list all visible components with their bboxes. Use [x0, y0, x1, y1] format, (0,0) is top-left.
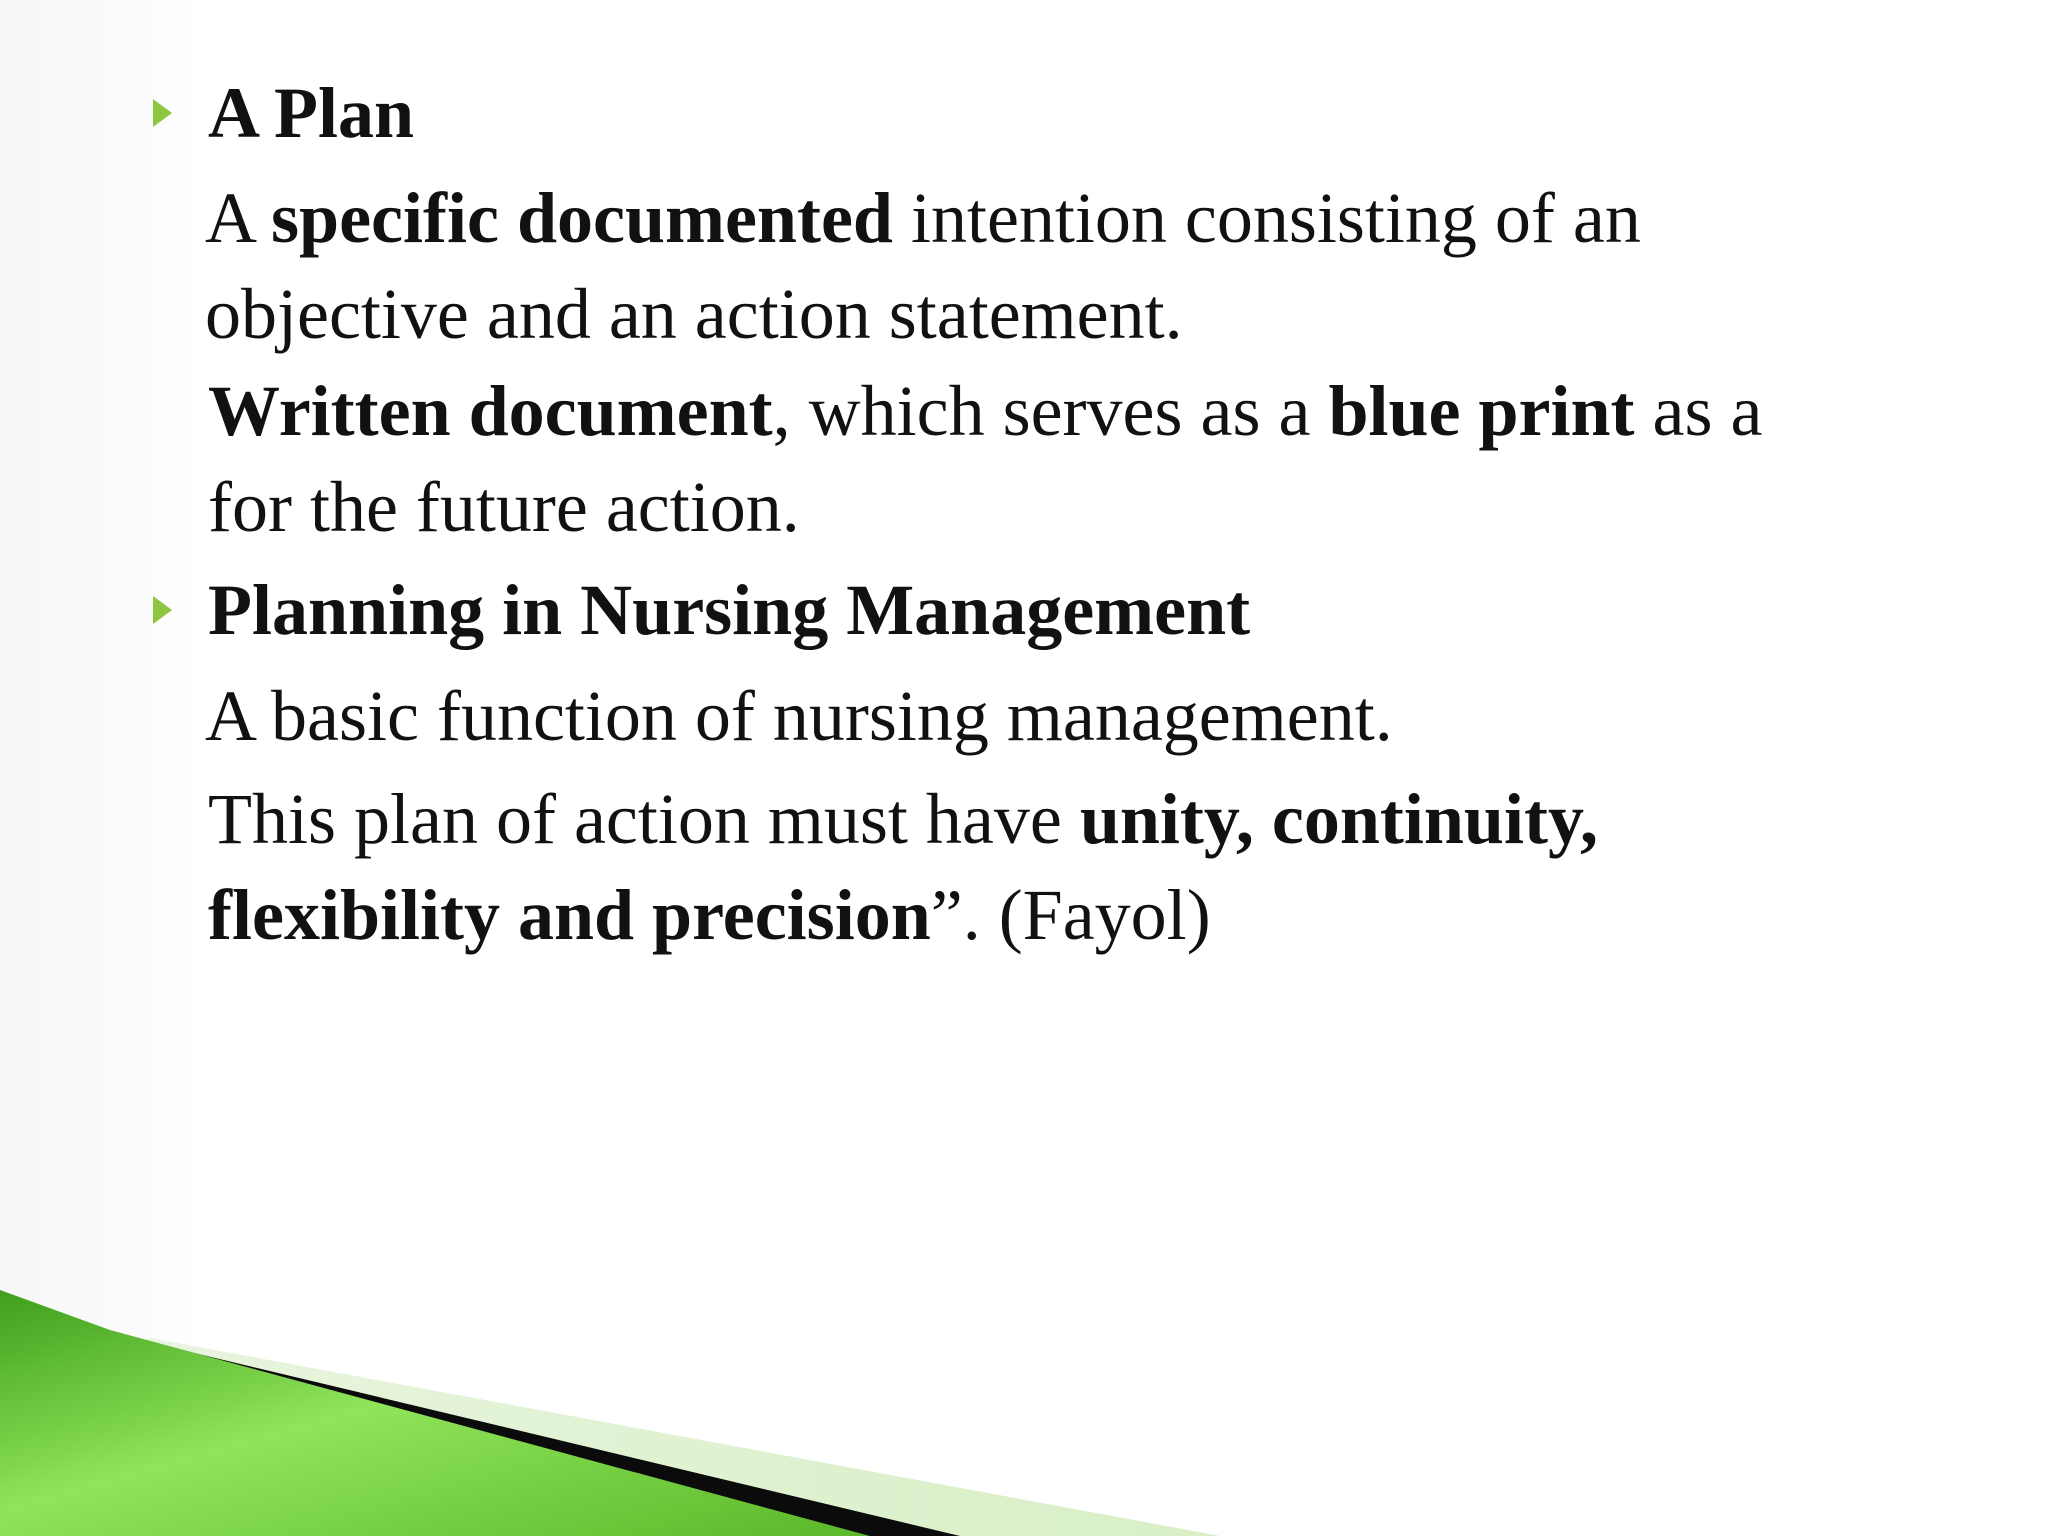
- text-run-bold: specific documented: [271, 178, 893, 258]
- text-run: as a: [1634, 371, 1763, 451]
- paragraph: [205, 170, 1641, 362]
- text-line: [208, 459, 1762, 555]
- text-run: for the future action.: [208, 467, 800, 547]
- text-run: A: [205, 178, 272, 258]
- text-line: [205, 170, 1641, 266]
- text-run-bold: blue print: [1328, 371, 1635, 451]
- text-run-bold: unity, continuity,: [1079, 779, 1598, 859]
- bullet-heading: Planning in Nursing Management: [208, 570, 1251, 650]
- bullet-heading: A Plan: [208, 73, 415, 153]
- paragraph: [205, 668, 1393, 764]
- text-line: [208, 867, 1598, 963]
- text-run: A basic function of nursing management.: [205, 676, 1393, 756]
- text-line: [208, 363, 1762, 459]
- text-run: intention consisting of an: [892, 178, 1641, 258]
- text-line: [205, 668, 1393, 764]
- text-run: objective and an action statement.: [205, 274, 1183, 354]
- text-run-bold: flexibility and precision: [208, 875, 931, 955]
- text-line: [208, 771, 1598, 867]
- triangle-bullet-icon: [153, 596, 172, 624]
- paragraph: [208, 771, 1598, 963]
- paragraph: [208, 363, 1762, 555]
- corner-swoosh-decoration: [0, 1290, 2048, 1536]
- triangle-bullet-icon: [153, 99, 172, 127]
- text-line: [205, 266, 1641, 362]
- text-run: , which serves as a: [772, 371, 1329, 451]
- text-run: This plan of action must have: [208, 779, 1080, 859]
- text-run-bold: Written document: [208, 371, 773, 451]
- text-run: ”. (Fayol): [930, 875, 1211, 955]
